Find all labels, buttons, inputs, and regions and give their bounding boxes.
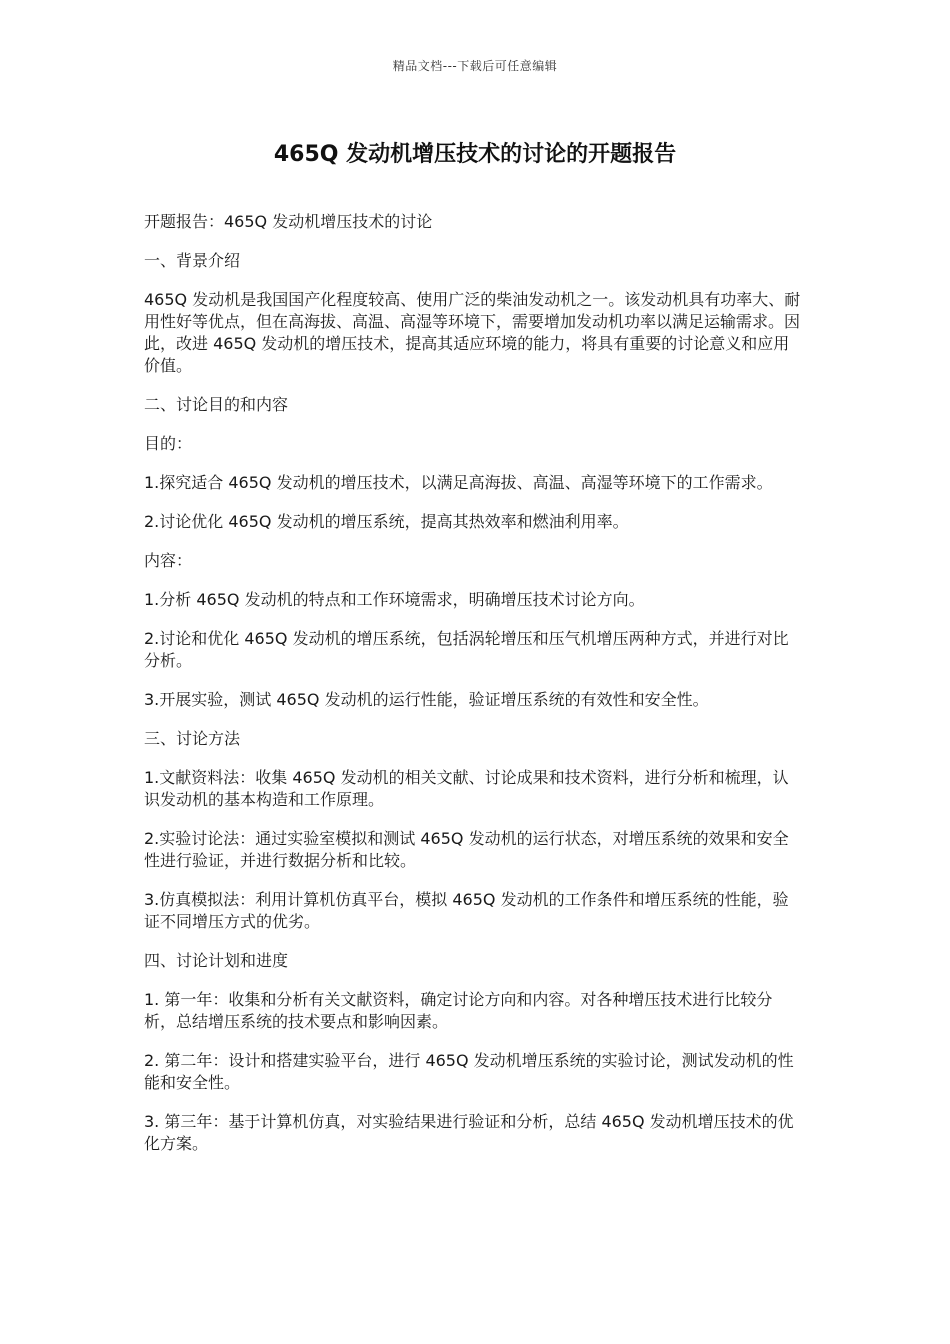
content-label: 内容： — [144, 551, 193, 570]
plan-item-1: 1. 第一年：收集和分析有关文献资料，确定讨论方向和内容。对各种增压技术进行比较分析，总结增压系统的技术要点和影响因素。 — [144, 990, 773, 1031]
document-title: 465Q 发动机增压技术的讨论的开题报告 — [273, 142, 677, 167]
purpose-label: 目的： — [144, 434, 193, 453]
report-subject: 开题报告：465Q 发动机增压技术的讨论 — [144, 212, 433, 231]
content-item-2: 2.讨论和优化 465Q 发动机的增压系统，包括涡轮增压和压气机增压两种方式，并进行对比分析。 — [144, 629, 789, 670]
method-item-1: 1.文献资料法：收集 465Q 发动机的相关文献、讨论成果和技术资料，进行分析和梳理，认识发动机的基本构造和工作原理。 — [144, 768, 789, 809]
section-heading-background: 一、背景介绍 — [144, 251, 241, 270]
plan-item-3: 3. 第三年：基于计算机仿真，对实验结果进行验证和分析，总结 465Q 发动机增压技术的优化方案。 — [144, 1112, 794, 1153]
section-heading-purpose-content: 二、讨论目的和内容 — [144, 395, 289, 414]
purpose-item-2: 2.讨论优化 465Q 发动机的增压系统，提高其热效率和燃油利用率。 — [144, 512, 629, 531]
purpose-item-1: 1.探究适合 465Q 发动机的增压技术，以满足高海拔、高温、高湿等环境下的工作需求。 — [144, 473, 773, 492]
header-note: 精品文档---下载后可任意编辑 — [392, 59, 558, 73]
section-heading-methods: 三、讨论方法 — [144, 729, 241, 748]
content-item-3: 3.开展实验，测试 465Q 发动机的运行性能，验证增压系统的有效性和安全性。 — [144, 690, 709, 709]
method-item-3: 3.仿真模拟法：利用计算机仿真平台，模拟 465Q 发动机的工作条件和增压系统的性能，验证不同增压方式的优劣。 — [144, 890, 789, 931]
section-heading-plan: 四、讨论计划和进度 — [144, 951, 289, 970]
method-item-2: 2.实验讨论法：通过实验室模拟和测试 465Q 发动机的运行状态，对增压系统的效果和安全性进行验证，并进行数据分析和比较。 — [144, 829, 789, 870]
document-body — [144, 211, 804, 1172]
plan-item-2: 2. 第二年：设计和搭建实验平台，进行 465Q 发动机增压系统的实验讨论，测试发动机的性能和安全性。 — [144, 1051, 794, 1092]
content-item-1: 1.分析 465Q 发动机的特点和工作环境需求，明确增压技术讨论方向。 — [144, 590, 645, 609]
background-paragraph: 465Q 发动机是我国国产化程度较高、使用广泛的柴油发动机之一。该发动机具有功率大、耐用性好等优点，但在高海拔、高温、高湿等环境下，需要增加发动机功率以满足运输需求。因此，改进 465Q 发动机的增压技术，提高其适应环境的能力，将具有重要的讨论意义和应用价值。 — [144, 290, 801, 375]
